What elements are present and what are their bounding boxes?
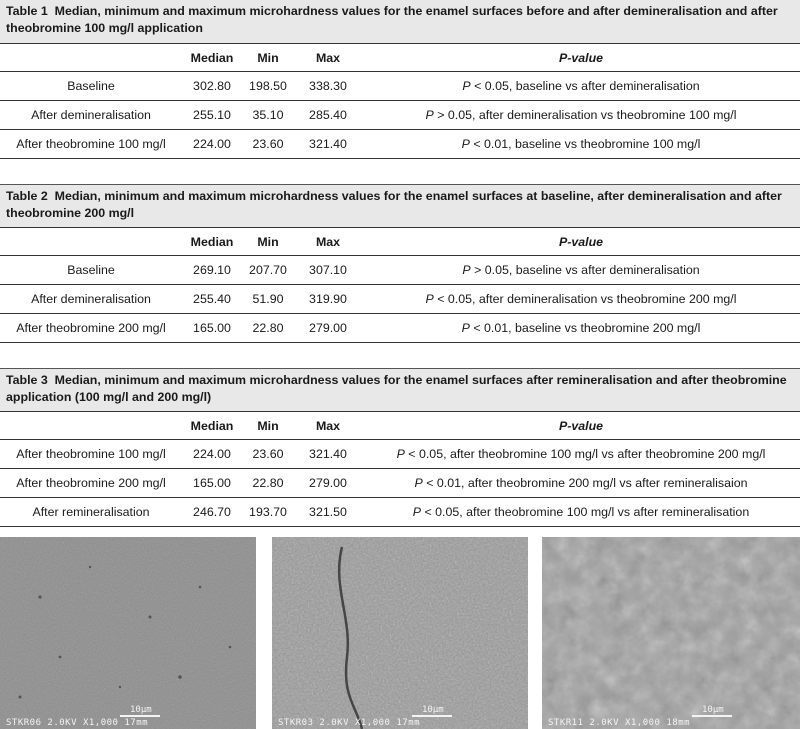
max-cell: 321.40 bbox=[294, 130, 362, 159]
header-blank bbox=[0, 412, 182, 440]
p-text: < 0.05, after demineralisation vs theobromine 200 mg/l bbox=[433, 292, 737, 306]
row-label: Baseline bbox=[0, 72, 182, 101]
sem-image-3 bbox=[542, 537, 800, 729]
table-row bbox=[0, 498, 800, 527]
p-text: < 0.01, baseline vs theobromine 200 mg/l bbox=[469, 321, 701, 335]
sem-stamp-3: STKR11 2.0KV X1,000 18mm bbox=[548, 718, 691, 728]
table-3-caption bbox=[0, 368, 800, 411]
max-cell: 319.90 bbox=[294, 285, 362, 314]
header-p-value: P-value bbox=[362, 44, 800, 72]
sem-stamp-1: STKR06 2.0KV X1,000 17mm bbox=[6, 718, 149, 728]
header-blank bbox=[0, 44, 182, 72]
p-text: < 0.01, after theobromine 200 mg/l vs after remineralisaion bbox=[422, 476, 748, 490]
row-label: After demineralisation bbox=[0, 285, 182, 314]
scale-bar-2 bbox=[412, 715, 452, 717]
max-cell: 279.00 bbox=[294, 314, 362, 343]
median-cell: 269.10 bbox=[182, 256, 242, 285]
table-row bbox=[0, 72, 800, 101]
p-symbol: P bbox=[396, 447, 405, 461]
p-value-cell bbox=[362, 314, 800, 343]
table-row bbox=[0, 101, 800, 130]
max-cell: 321.50 bbox=[294, 498, 362, 527]
p-symbol: P bbox=[425, 108, 434, 122]
row-label: After theobromine 100 mg/l bbox=[0, 130, 182, 159]
header-median: Median bbox=[182, 412, 242, 440]
header-p-value: P-value bbox=[362, 412, 800, 440]
scale-label-1: 10µm bbox=[130, 705, 152, 715]
row-label: Baseline bbox=[0, 256, 182, 285]
sem-texture-3 bbox=[542, 537, 800, 729]
min-cell: 193.70 bbox=[242, 498, 294, 527]
table-1 bbox=[0, 0, 800, 159]
row-label: After demineralisation bbox=[0, 101, 182, 130]
max-cell: 285.40 bbox=[294, 101, 362, 130]
row-label: After theobromine 200 mg/l bbox=[0, 469, 182, 498]
p-value-cell bbox=[362, 498, 800, 527]
min-cell: 198.50 bbox=[242, 72, 294, 101]
table-header-row bbox=[0, 412, 800, 440]
header-median: Median bbox=[182, 44, 242, 72]
table-2 bbox=[0, 184, 800, 343]
max-cell: 279.00 bbox=[294, 469, 362, 498]
median-cell: 246.70 bbox=[182, 498, 242, 527]
p-value-cell bbox=[362, 285, 800, 314]
max-cell: 338.30 bbox=[294, 72, 362, 101]
p-text: < 0.05, after theobromine 100 mg/l vs after remineralisation bbox=[421, 505, 750, 519]
table-row bbox=[0, 440, 800, 469]
header-max: Max bbox=[294, 228, 362, 256]
header-blank bbox=[0, 228, 182, 256]
table-header-row bbox=[0, 44, 800, 72]
table-3 bbox=[0, 368, 800, 527]
table-3-grid bbox=[0, 411, 800, 527]
sem-image-1 bbox=[0, 537, 256, 729]
median-cell: 165.00 bbox=[182, 469, 242, 498]
max-cell: 307.10 bbox=[294, 256, 362, 285]
p-value-cell bbox=[362, 130, 800, 159]
median-cell: 302.80 bbox=[182, 72, 242, 101]
row-label: After theobromine 200 mg/l bbox=[0, 314, 182, 343]
header-max: Max bbox=[294, 412, 362, 440]
table-1-caption bbox=[0, 0, 800, 43]
header-max: Max bbox=[294, 44, 362, 72]
table-1-grid bbox=[0, 43, 800, 159]
p-text: > 0.05, after demineralisation vs theobromine 100 mg/l bbox=[433, 108, 737, 122]
table-2-caption bbox=[0, 184, 800, 227]
p-value-cell bbox=[362, 101, 800, 130]
min-cell: 51.90 bbox=[242, 285, 294, 314]
sem-stamp-2: STKR03 2.0KV X1,000 17mm bbox=[278, 718, 421, 728]
p-symbol: P bbox=[412, 505, 422, 519]
sem-texture-1 bbox=[0, 537, 256, 729]
scale-label-3: 10µm bbox=[702, 705, 724, 715]
p-value-cell bbox=[362, 469, 800, 498]
max-cell: 321.40 bbox=[294, 440, 362, 469]
min-cell: 207.70 bbox=[242, 256, 294, 285]
table-row bbox=[0, 314, 800, 343]
table-header-row bbox=[0, 228, 800, 256]
table-2-grid bbox=[0, 227, 800, 343]
table-row bbox=[0, 130, 800, 159]
row-label: After theobromine 100 mg/l bbox=[0, 440, 182, 469]
table-3-title: Median, minimum and maximum microhardness values for the enamel surfaces after remineralisation and after theobromine application (100 mg/l and 200 mg/l) bbox=[6, 373, 787, 404]
scale-bar-1 bbox=[120, 715, 160, 717]
table-2-title: Median, minimum and maximum microhardness values for the enamel surfaces at baseline, after demineralisation and after theobromine 200 mg/l bbox=[6, 189, 782, 220]
p-symbol: P bbox=[425, 292, 434, 306]
median-cell: 224.00 bbox=[182, 440, 242, 469]
table-3-number: Table 3 bbox=[6, 373, 48, 387]
median-cell: 224.00 bbox=[182, 130, 242, 159]
header-p-value: P-value bbox=[362, 228, 800, 256]
p-value-cell bbox=[362, 72, 800, 101]
table-row bbox=[0, 285, 800, 314]
median-cell: 165.00 bbox=[182, 314, 242, 343]
p-text: < 0.05, after theobromine 100 mg/l vs after theobromine 200 mg/l bbox=[404, 447, 766, 461]
sem-texture-2 bbox=[272, 537, 528, 729]
p-text: < 0.01, baseline vs theobromine 100 mg/l bbox=[469, 137, 701, 151]
min-cell: 22.80 bbox=[242, 314, 294, 343]
p-symbol: P bbox=[462, 79, 471, 93]
table-1-number: Table 1 bbox=[6, 4, 48, 18]
table-row bbox=[0, 469, 800, 498]
header-median: Median bbox=[182, 228, 242, 256]
table-row bbox=[0, 256, 800, 285]
min-cell: 23.60 bbox=[242, 130, 294, 159]
table-1-title: Median, minimum and maximum microhardness values for the enamel surfaces before and after demineralisation and after theobromine 100 mg/l application bbox=[6, 4, 778, 35]
sem-image-2 bbox=[272, 537, 528, 729]
scale-label-2: 10µm bbox=[422, 705, 444, 715]
p-symbol: P bbox=[461, 137, 470, 151]
p-text: < 0.05, baseline vs after demineralisation bbox=[470, 79, 700, 93]
p-value-cell bbox=[362, 256, 800, 285]
min-cell: 35.10 bbox=[242, 101, 294, 130]
p-symbol: P bbox=[414, 476, 423, 490]
p-value-cell bbox=[362, 440, 800, 469]
header-min: Min bbox=[242, 228, 294, 256]
min-cell: 22.80 bbox=[242, 469, 294, 498]
scale-bar-3 bbox=[692, 715, 732, 717]
median-cell: 255.40 bbox=[182, 285, 242, 314]
table-2-number: Table 2 bbox=[6, 189, 48, 203]
p-symbol: P bbox=[461, 321, 470, 335]
header-min: Min bbox=[242, 44, 294, 72]
p-symbol: P bbox=[462, 263, 471, 277]
p-text: > 0.05, baseline vs after demineralisation bbox=[470, 263, 700, 277]
row-label: After remineralisation bbox=[0, 498, 182, 527]
min-cell: 23.60 bbox=[242, 440, 294, 469]
median-cell: 255.10 bbox=[182, 101, 242, 130]
header-min: Min bbox=[242, 412, 294, 440]
